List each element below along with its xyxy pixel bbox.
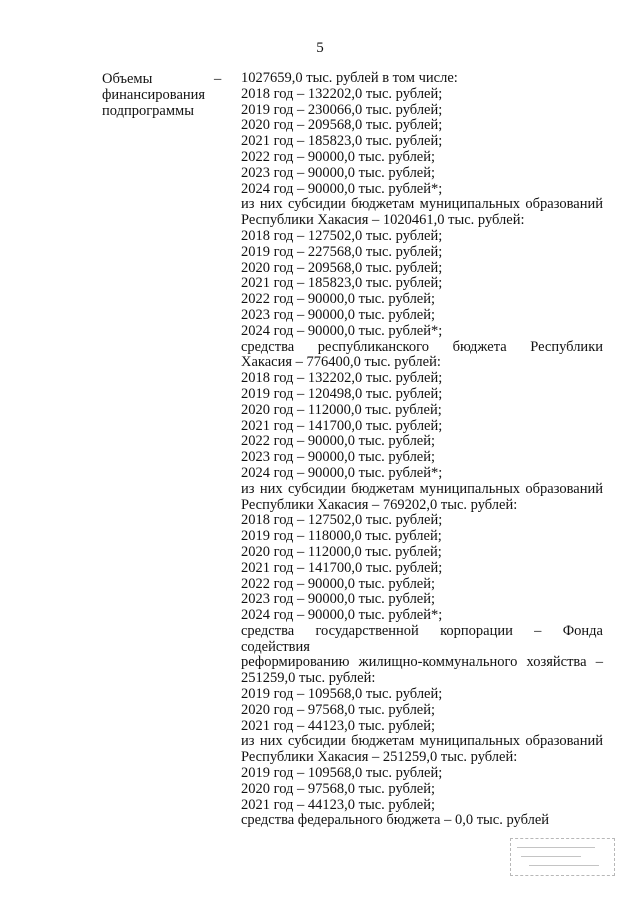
funding-line: 2022 год – 90000,0 тыс. рублей; bbox=[241, 433, 436, 450]
funding-line: 2019 год – 230066,0 тыс. рублей; bbox=[241, 101, 443, 118]
funding-line: 2021 год – 44123,0 тыс. рублей; bbox=[241, 717, 436, 734]
funding-line: 2022 год – 90000,0 тыс. рублей; bbox=[241, 575, 436, 592]
funding-line: 2023 год – 90000,0 тыс. рублей; bbox=[241, 306, 436, 323]
funding-line: 2023 год – 90000,0 тыс. рублей; bbox=[241, 591, 436, 608]
funding-details bbox=[241, 71, 603, 829]
funding-line: 2024 год – 90000,0 тыс. рублей*; bbox=[241, 607, 443, 624]
funding-line: 2019 год – 120498,0 тыс. рублей; bbox=[241, 385, 443, 402]
stamp-mark bbox=[510, 838, 615, 876]
section-label-line: подпрограммы bbox=[102, 103, 194, 119]
funding-line: 2020 год – 97568,0 тыс. рублей; bbox=[241, 701, 436, 718]
funding-line: 2024 год – 90000,0 тыс. рублей*; bbox=[241, 322, 443, 339]
funding-line: 1027659,0 тыс. рублей в том числе: bbox=[241, 70, 458, 86]
funding-line: 2023 год – 90000,0 тыс. рублей; bbox=[241, 449, 436, 466]
funding-line: 2023 год – 90000,0 тыс. рублей; bbox=[241, 164, 436, 181]
funding-line: 2020 год – 112000,0 тыс. рублей; bbox=[241, 543, 442, 560]
section-label-line: Объемы bbox=[102, 71, 153, 87]
funding-line: 2021 год – 185823,0 тыс. рублей; bbox=[241, 275, 443, 292]
funding-line: 2020 год – 112000,0 тыс. рублей; bbox=[241, 401, 442, 418]
funding-line: из них субсидии бюджетам муниципальных образований bbox=[241, 196, 603, 213]
funding-line: 251259,0 тыс. рублей: bbox=[241, 670, 376, 687]
funding-line: 2021 год – 141700,0 тыс. рублей; bbox=[241, 559, 443, 576]
funding-line: 2018 год – 127502,0 тыс. рублей; bbox=[241, 227, 443, 244]
funding-line: средства республиканского бюджета Республики bbox=[241, 338, 603, 355]
funding-line: 2021 год – 185823,0 тыс. рублей; bbox=[241, 133, 443, 150]
funding-line: 2019 год – 227568,0 тыс. рублей; bbox=[241, 243, 443, 260]
funding-line: из них субсидии бюджетам муниципальных образований bbox=[241, 733, 603, 750]
funding-line: 2021 год – 141700,0 тыс. рублей; bbox=[241, 417, 443, 434]
funding-line: 2019 год – 118000,0 тыс. рублей; bbox=[241, 528, 442, 545]
funding-line: 2024 год – 90000,0 тыс. рублей*; bbox=[241, 464, 443, 481]
funding-line: Республики Хакасия – 1020461,0 тыс. рублей: bbox=[241, 212, 525, 229]
page-number: 5 bbox=[316, 40, 324, 56]
funding-line: реформированию жилищно-коммунального хозяйства – bbox=[241, 654, 603, 671]
funding-line: 2021 год – 44123,0 тыс. рублей; bbox=[241, 796, 436, 813]
funding-line: Хакасия – 776400,0 тыс. рублей: bbox=[241, 354, 441, 371]
funding-line: 2018 год – 127502,0 тыс. рублей; bbox=[241, 512, 443, 529]
funding-line: средства федерального бюджета – 0,0 тыс. рублей bbox=[241, 812, 550, 829]
funding-line: 2018 год – 132202,0 тыс. рублей; bbox=[241, 370, 443, 387]
funding-line: 2019 год – 109568,0 тыс. рублей; bbox=[241, 686, 443, 703]
funding-line: из них субсидии бюджетам муниципальных образований bbox=[241, 480, 603, 497]
funding-line: Республики Хакасия – 251259,0 тыс. рублей: bbox=[241, 749, 518, 766]
funding-line: 2019 год – 109568,0 тыс. рублей; bbox=[241, 765, 443, 782]
funding-line: 2020 год – 97568,0 тыс. рублей; bbox=[241, 780, 436, 797]
funding-line: 2022 год – 90000,0 тыс. рублей; bbox=[241, 148, 436, 165]
funding-line: 2020 год – 209568,0 тыс. рублей; bbox=[241, 117, 443, 134]
funding-line: средства государственной корпорации – Фонда содействия bbox=[241, 622, 603, 655]
label-dash: – bbox=[214, 71, 222, 87]
funding-line: 2020 год – 209568,0 тыс. рублей; bbox=[241, 259, 443, 276]
section-label bbox=[102, 71, 205, 119]
funding-line: 2018 год – 132202,0 тыс. рублей; bbox=[241, 85, 443, 102]
funding-line: 2024 год – 90000,0 тыс. рублей*; bbox=[241, 180, 443, 197]
section-label-line: финансирования bbox=[102, 87, 206, 103]
funding-line: 2022 год – 90000,0 тыс. рублей; bbox=[241, 291, 436, 308]
funding-line: Республики Хакасия – 769202,0 тыс. рублей: bbox=[241, 496, 518, 513]
